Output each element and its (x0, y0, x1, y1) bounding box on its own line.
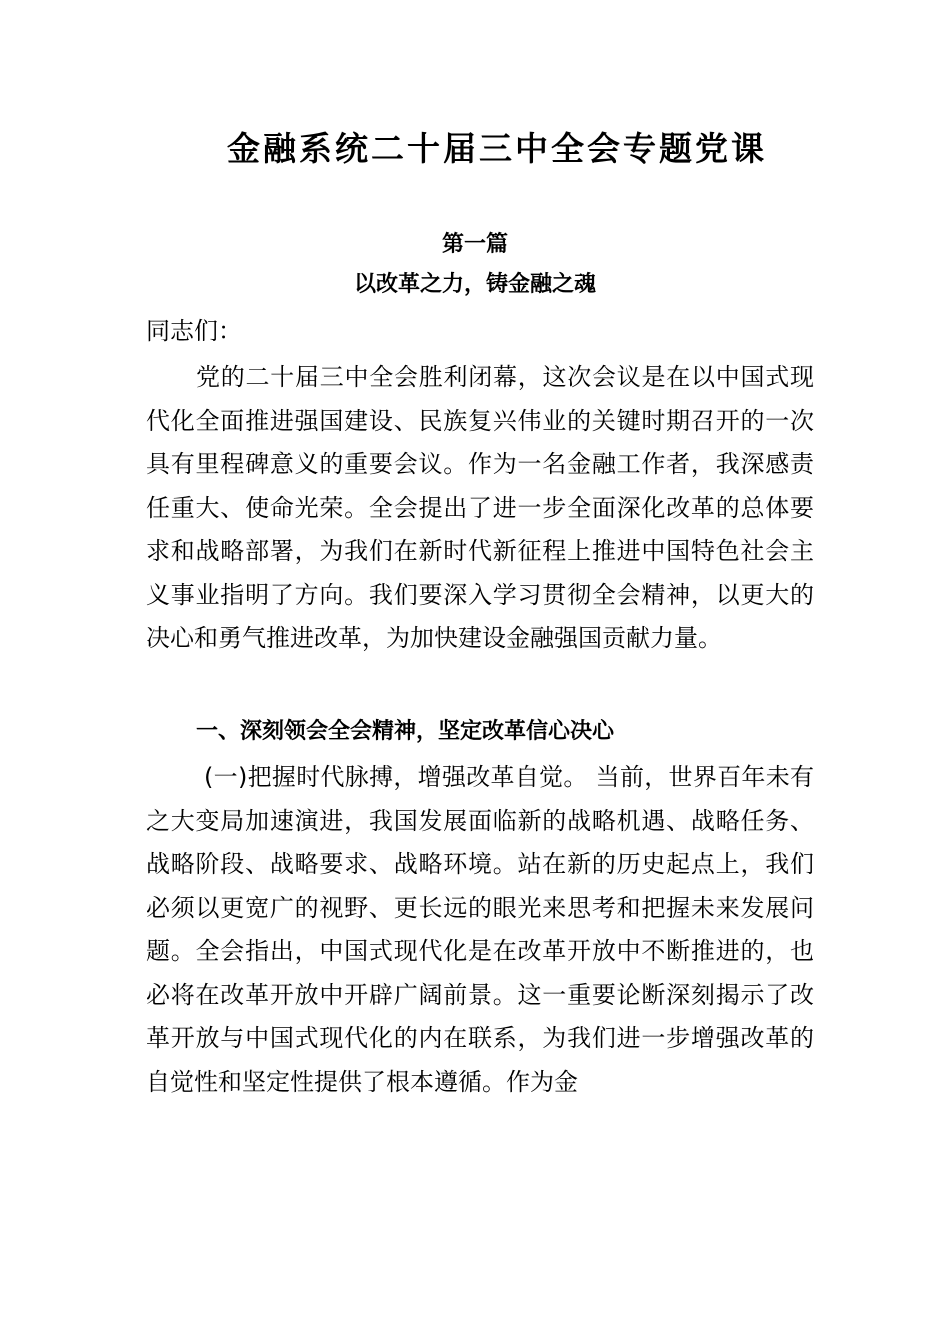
part-title: 以改革之力，铸金融之魂 (353, 272, 596, 297)
document-title: 金融系统二十届三中全会专题党课 (227, 129, 767, 168)
salutation: 同志们： (146, 317, 242, 345)
body-paragraph-1: 党的二十届三中全会胜利闭幕，这次会议是在以中国式现代化全面推进强国建设、民族复兴伟业的关键时期召开的一次具有里程碑意义的重要会议。作为一名金融工作者，我深感责任重大、使命光荣。全会提出了进一步全面深化改革的总体要求和战略部署，为我们在新时代新征程上推进中国特色社会主义事业指明了方向。我们要深入学习贯彻全会精神，以更大的决心和勇气推进改革，为加快建设金融强国贡献力量。 (146, 363, 814, 652)
part-label: 第一篇 (441, 232, 508, 257)
section-heading-1: 一、深刻领会全会精神，坚定改革信心决心 (196, 719, 615, 744)
body-paragraph-2: (一)把握时代脉搏，增强改革自觉。 当前，世界百年未有之大变局加速演进，我国发展面临新的战略机遇、战略任务、战略阶段、战略要求、战略环境。站在新的历史起点上，我们必须以更宽广的视野、更长远的眼光来思考和把握未来发展问题。全会指出，中国式现代化是在改革开放中不断推进的，也必将在改革开放中开辟广阔前景。这一重要论断深刻揭示了改革开放与中国式现代化的内在联系，为我们进一步增强改革的自觉性和坚定性提供了根本遵循。作为金 (146, 763, 814, 1096)
